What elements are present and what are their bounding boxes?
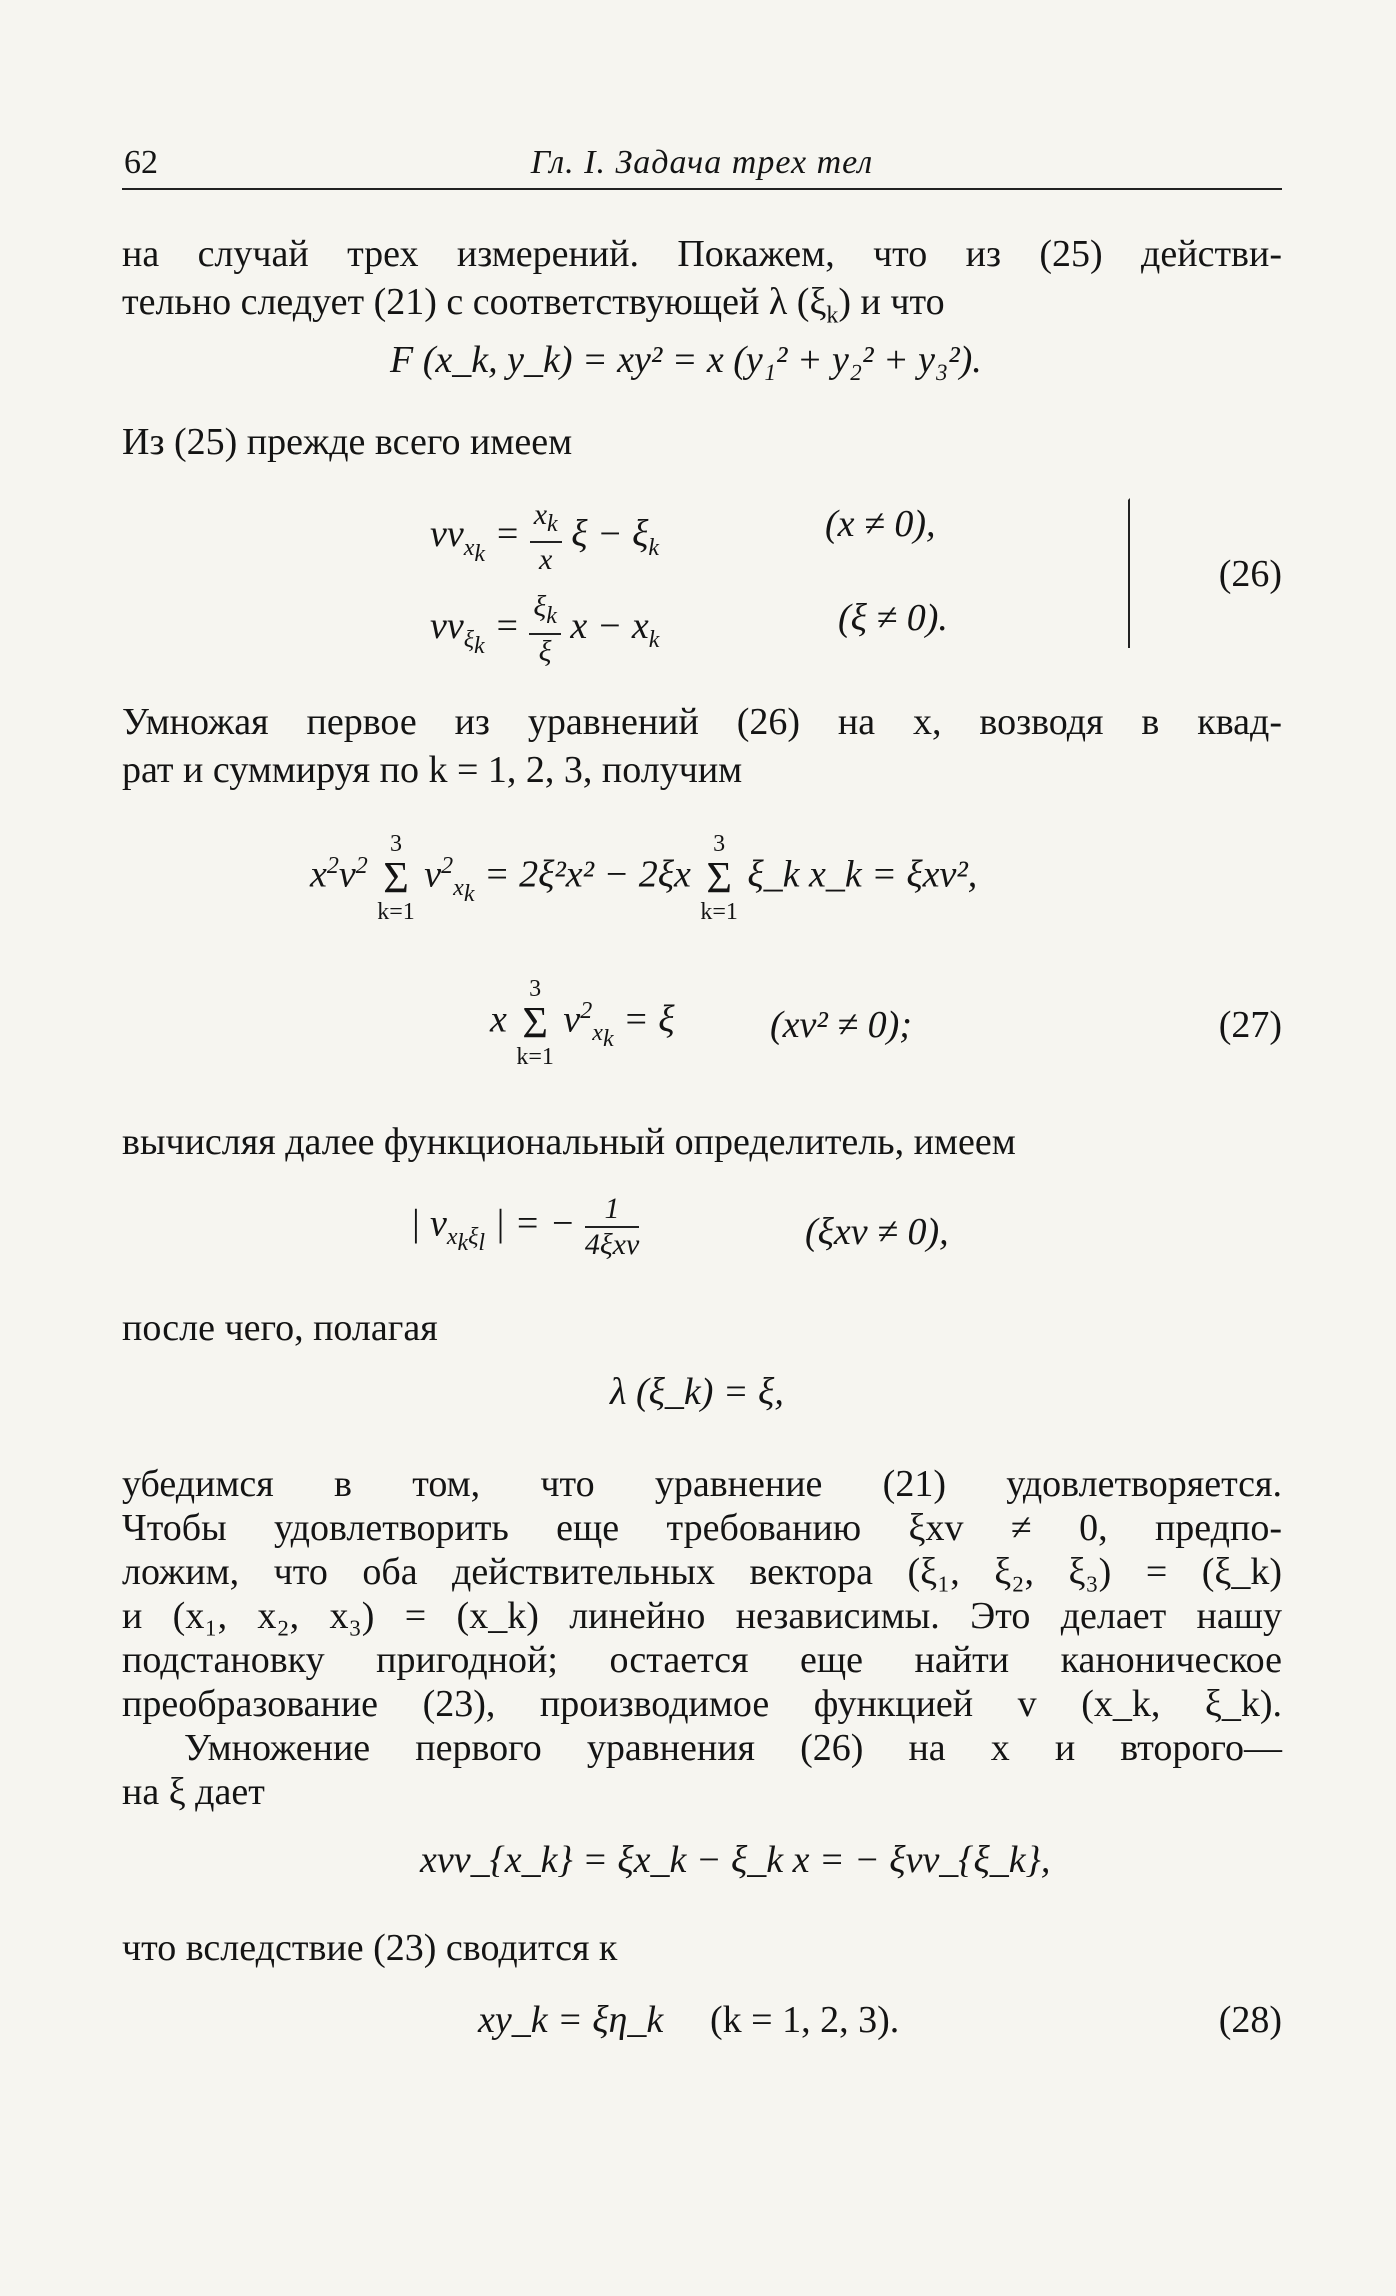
paragraph-line: подстановку пригодной; остается еще найти каноническое (122, 1639, 1282, 1681)
running-title: Гл. I. Задача трех тел (530, 144, 874, 181)
paragraph-line: что вследствие (23) сводится к (122, 1927, 618, 1969)
paragraph-line: на случай трех измерений. Покажем, что из (25) действи- (122, 233, 1282, 275)
page-header (122, 140, 1282, 190)
condition-determinant: (ξxv ≠ 0), (805, 1211, 949, 1253)
paragraph-line: на ξ дает (122, 1771, 265, 1813)
equation-28: xy_k = ξη_k (478, 1999, 664, 2041)
paragraph-line: Умножение первого уравнения (26) на x и второго— (184, 1727, 1282, 1769)
paragraph-line: Из (25) прежде всего имеем (122, 421, 573, 463)
equation-26a: $vv_{x_k}$ = $\frac{x_k}{x}$ $\xi - \xi_k$ (430, 498, 660, 576)
equation-brace (1110, 498, 1130, 648)
equation-F: F (x_k, y_k) = xy² = x (y₁² + y₂² + y₃²). (390, 339, 982, 381)
equation-determinant: | $v_{x_k\xi_l}$ | = − $\frac{1}{\text{4ξxv}}$ (410, 1192, 640, 1261)
paragraph-line: после чего, полагая (122, 1307, 438, 1349)
condition-26a: (x ≠ 0), (825, 503, 936, 545)
paragraph-line: Умножая первое из уравнений (26) на x, возводя в квад- (122, 701, 1282, 743)
paragraph-line: Чтобы удовлетворить еще требованию ξxv ≠ 0, предпо- (122, 1507, 1282, 1549)
equation-27a: $x^2v^2$ 3 Σ k=1 $v^2_{x_k} = 2\xi^2x^2 - 2\xi x$ 3 Σ k=1 ξ_k x_k = ξxv², (310, 831, 978, 925)
paragraph-line: преобразование (23), производимое функцией v (x_k, ξ_k). (122, 1683, 1282, 1725)
condition-28: (k = 1, 2, 3). (710, 1999, 900, 2041)
condition-26b: (ξ ≠ 0). (838, 597, 948, 639)
equation-number-28: (28) (1218, 1999, 1282, 2041)
paragraph-line: вычисляя далее функциональный определитель, имеем (122, 1121, 1016, 1163)
paragraph-line: тельно следует (21) с соответствующей λ $(\xi_k)$ и что (122, 281, 945, 329)
equation-multiplication: xvv_{x_k} = ξx_k − ξ_k x = − ξvv_{ξ_k}, (420, 1839, 1051, 1881)
equation-lambda: λ (ξ_k) = ξ, (610, 1371, 784, 1413)
equation-27b: x 3 Σ k=1 $v^2_{x_k} = \xi$ (490, 976, 675, 1070)
paragraph-line: рат и суммируя по k = 1, 2, 3, получим (122, 749, 743, 791)
equation-number-26: (26) (1218, 553, 1282, 595)
equation-number-27: (27) (1218, 1004, 1282, 1046)
condition-27: (xv² ≠ 0); (770, 1004, 912, 1046)
equation-26b: $vv_{\xi_k}$ = $\frac{\xi_k}{\xi}$ $x - x_k$ (430, 590, 660, 668)
paragraph-line: ложим, что оба действительных вектора (ξ₁, ξ₂, ξ₃) = (ξ_k) (122, 1551, 1282, 1593)
paragraph-line: и (x₁, x₂, x₃) = (x_k) линейно независимы. Это делает нашу (122, 1595, 1282, 1637)
page-number: 62 (124, 144, 158, 181)
paragraph-line: убедимся в том, что уравнение (21) удовлетворяется. (122, 1463, 1282, 1505)
